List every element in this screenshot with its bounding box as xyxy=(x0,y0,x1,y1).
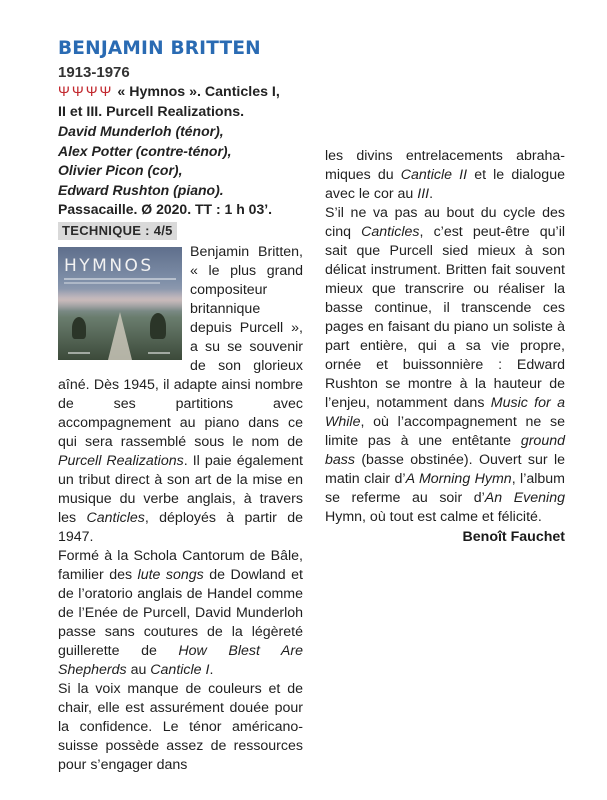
p5-italic: Music for a While xyxy=(325,395,565,430)
paragraph-4 xyxy=(325,147,565,204)
rating-fork-icons: ΨΨΨΨ xyxy=(58,84,114,100)
p5-text: Hymn, où tout est calme et félicité. xyxy=(325,509,542,525)
p4-text: les divins entrelacements abrahamiques du xyxy=(325,148,565,183)
p5-text: S’il ne va pas au bout du cycle des cinq xyxy=(325,205,565,240)
paragraph-5 xyxy=(325,204,565,527)
review-left-column xyxy=(58,38,303,775)
p1-italic: Purcell Realizations xyxy=(58,452,184,469)
p5-italic: Canticles xyxy=(361,224,420,240)
p2-italic: How Blest Are Shepherds xyxy=(58,642,304,678)
album-title-line2: II et III. Purcell Realizations. xyxy=(58,103,245,120)
p1-text: Benjamin Britten, « le plus grand compositeur britannique depuis Purcell », a su se souvenir de son glorieux aîné. Dès 1945, il adapte ainsi nombre de ses partitions avec accompagnement au piano dans ce qui sera rassemblé sous le nom de xyxy=(58,243,303,450)
composer-dates: 1913-1976 xyxy=(58,64,130,81)
cover-footer-text xyxy=(148,352,170,354)
label-info: Passacaille. Ø 2020. TT : 1 h 03’. xyxy=(58,201,273,217)
p4-text: et le dialogue avec le cor au xyxy=(325,167,565,202)
p4-italic: III xyxy=(417,186,430,202)
p5-text: , où l’accompagnement ne se limite pas à une entêtante xyxy=(325,414,565,449)
p2-italic: lute songs xyxy=(137,566,204,583)
p5-text: (basse obstinée). Ouvert sur le matin clair d’ xyxy=(325,452,565,487)
p5-text: , c’est peut-être qu’il sait que Purcell sied mieux à son délicat instrument. Britten fait souvent mieux que transcrire ou réaliser la basse continue, il transcende ces pages en faisant du piano un soliste à part entière, qui a sa vie propre, ornée et buissonnière : Edward Rushton se montre à la hauteur de l’enjeu, notamment dans xyxy=(325,224,566,411)
review-body-left xyxy=(58,243,303,775)
p2-italic: Canticle I xyxy=(150,661,210,678)
cover-subtitle-line xyxy=(64,282,160,284)
album-title-line1: « Hymnos ». Canticles I, xyxy=(117,84,280,100)
performer-1: David Munderloh (ténor), xyxy=(58,123,224,139)
cover-tree xyxy=(150,313,166,339)
album-title xyxy=(58,83,303,122)
p2-text: au xyxy=(126,661,151,678)
p5-text: , l’album se referme au soir d’ xyxy=(325,471,565,506)
cover-title: HYMNOS xyxy=(64,255,154,276)
p4-text: . xyxy=(429,186,434,202)
review-body-right xyxy=(325,147,565,527)
composer-name: BENJAMIN BRITTEN xyxy=(58,38,261,59)
cover-footer-text xyxy=(68,352,90,354)
performer-2: Alex Potter (contre-ténor), xyxy=(58,142,232,159)
cover-tree xyxy=(72,317,86,339)
p5-italic: ground bass xyxy=(325,433,565,468)
album-cover-image xyxy=(58,247,182,360)
cover-sky xyxy=(58,289,182,311)
cover-path xyxy=(108,312,132,360)
p5-italic: A Morning Hymn xyxy=(405,471,512,487)
performer-3: Olivier Picon (cor), xyxy=(58,162,183,178)
p2-text: Formé à la Schola Cantorum de Bâle, familier des xyxy=(58,547,303,583)
p1-text: . Il paie également un tribut direct à son art de la mise en musique du verbe anglais, à travers les xyxy=(58,452,303,526)
paragraph-3: Si la voix manque de couleurs et de chair, elle est assurément douée pour la confidence. Le ténor américano-suisse possède assez de ressources pour s’engager dans xyxy=(58,680,303,773)
technique-rating-badge: TECHNIQUE : 4/5 xyxy=(58,222,177,240)
cover-subtitle-line xyxy=(64,278,176,280)
p1-italic: Canticles xyxy=(86,509,145,526)
paragraph-2 xyxy=(58,547,303,680)
p2-text: . xyxy=(209,661,214,678)
review-right-column xyxy=(325,147,565,545)
p4-italic: Canticle II xyxy=(400,167,468,183)
p5-italic: An Evening xyxy=(484,490,565,506)
p2-text: de Dowland et de l’oratorio anglais de Handel comme de l’Enée de Purcell, David Munderloh passe sans coutures de la légèreté guillerette de xyxy=(58,566,303,659)
p1-text: , déployés à partir de 1947. xyxy=(58,509,304,545)
review-author: Benoît Fauchet xyxy=(462,529,565,545)
performer-4: Edward Rushton (piano). xyxy=(58,181,224,198)
